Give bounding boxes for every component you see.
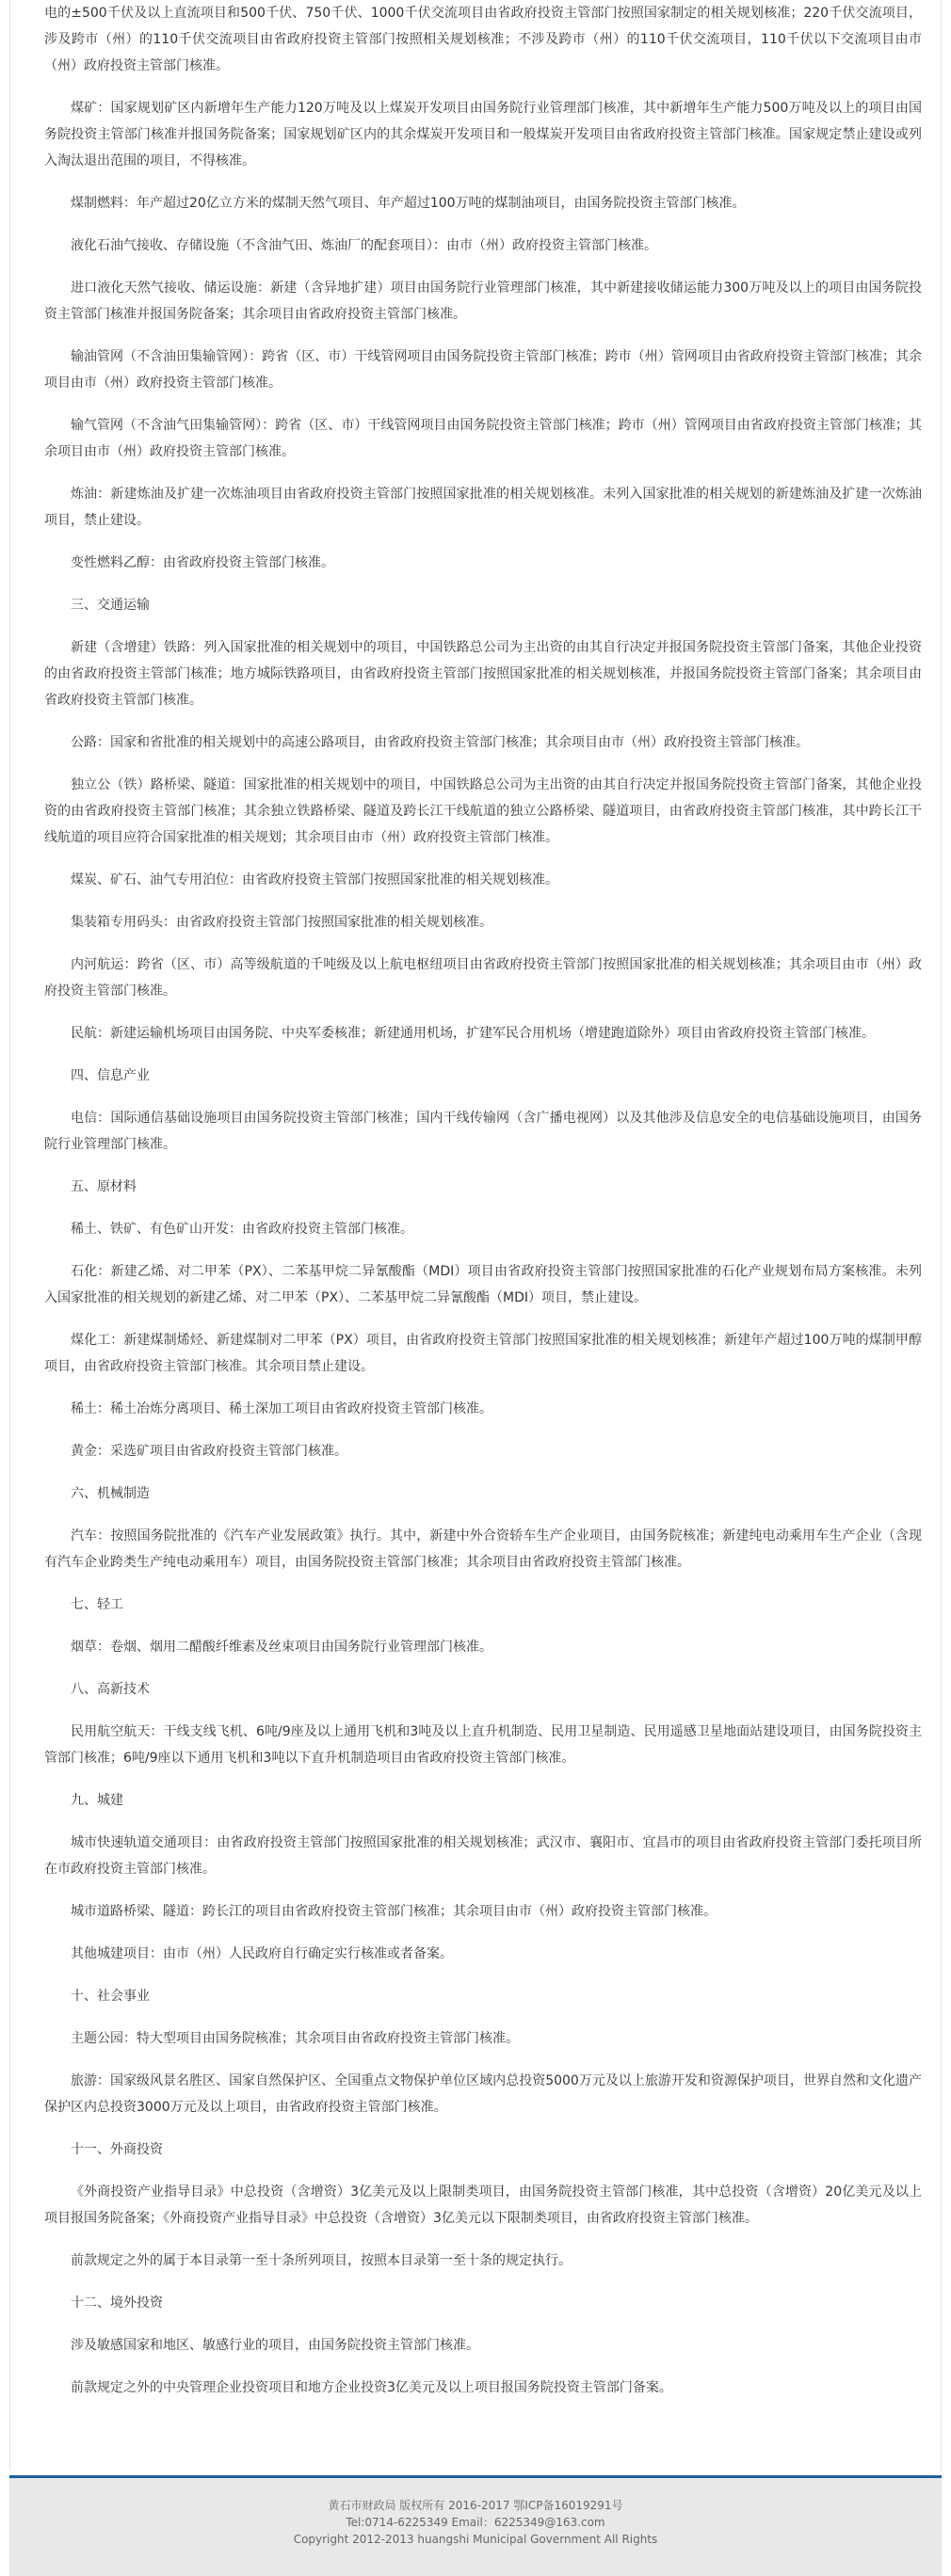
section-heading: 七、轻工	[71, 1597, 123, 1612]
article-paragraph: 主题公园：特大型项目由国务院核准；其余项目由省政府投资主管部门核准。	[71, 2031, 519, 2046]
article-paragraph: 汽车：按照国务院批准的《汽车产业发展政策》执行。其中，新建中外合资轿车生产企业项目，由国务院核准；新建纯电动乘用车生产企业（含现有汽车企业跨类生产纯电动乘用车）项目，由国务院投资主管部门核准；其余项目由省政府投资主管部门核准。	[44, 1528, 922, 1570]
article-paragraph: 城市快速轨道交通项目：由省政府投资主管部门按照国家批准的相关规划核准；武汉市、襄阳市、宜昌市的项目由省政府投资主管部门委托项目所在市政府投资主管部门核准。	[44, 1835, 922, 1877]
section-heading: 四、信息产业	[71, 1068, 150, 1083]
article-paragraph: 炼油：新建炼油及扩建一次炼油项目由省政府投资主管部门按照国家批准的相关规划核准。未列入国家批准的相关规划的新建炼油及扩建一次炼油项目，禁止建设。	[44, 487, 922, 528]
article-paragraph: 旅游：国家级风景名胜区、国家自然保护区、全国重点文物保护单位区域内总投资5000万元及以上旅游开发和资源保护项目，世界自然和文化遗产保护区内总投资3000万元及以上项目，由省政府投资主管部门核准。	[44, 2073, 922, 2115]
section-heading: 十一、外商投资	[71, 2142, 163, 2157]
article-paragraph: 其他城建项目：由市（州）人民政府自行确定实行核准或者备案。	[71, 1946, 453, 1961]
article-paragraph: 烟草：卷烟、烟用二醋酸纤维素及丝束项目由国务院行业管理部门核准。	[71, 1640, 492, 1655]
article-paragraph: 民航：新建运输机场项目由国务院、中央军委核准；新建通用机场，扩建军民合用机场（增建跑道除外）项目由省政府投资主管部门核准。	[71, 1026, 875, 1041]
site-footer	[9, 2475, 942, 2576]
footer-copyright-english: Copyright 2012-2013 huangshi Municipal Government All Rights	[293, 2533, 658, 2546]
section-heading: 五、原材料	[71, 1179, 137, 1194]
article-paragraph: 电的±500千伏及以上直流项目和500千伏、750千伏、1000千伏交流项目由省政府投资主管部门按照国家制定的相关规划核准；220千伏交流项目，涉及跨市（州）的110千伏交流项目由省政府投资主管部门按照相关规划核准；不涉及跨市（州）的110千伏交流项目，110千伏以下交流项目由市（州）政府投资主管部门核准。	[44, 6, 922, 73]
article-paragraph: 稀土：稀土冶炼分离项目、稀土深加工项目由省政府投资主管部门核准。	[71, 1401, 492, 1416]
article-body	[9, 0, 942, 2471]
section-heading: 九、城建	[71, 1793, 123, 1808]
article-paragraph: 公路：国家和省批准的相关规划中的高速公路项目，由省政府投资主管部门核准；其余项目由市（州）政府投资主管部门核准。	[71, 735, 809, 750]
article-paragraph: 煤矿：国家规划矿区内新增年生产能力120万吨及以上煤炭开发项目由国务院行业管理部门核准，其中新增年生产能力500万吨及以上的项目由国务院投资主管部门核准并报国务院备案；国家规划矿区内的其余煤炭开发项目和一般煤炭开发项目由省政府投资主管部门核准。国家规定禁止建设或列入淘汰退出范围的项目，不得核准。	[44, 101, 922, 168]
section-heading: 八、高新技术	[71, 1682, 150, 1697]
article-paragraph: 内河航运：跨省（区、市）高等级航道的千吨级及以上航电枢纽项目由省政府投资主管部门按照国家批准的相关规划核准；其余项目由市（州）政府投资主管部门核准。	[44, 957, 922, 999]
article-paragraph: 前款规定之外的中央管理企业投资项目和地方企业投资3亿美元及以上项目报国务院投资主管部门备案。	[71, 2380, 672, 2395]
section-heading: 十、社会事业	[71, 1989, 150, 2004]
article-paragraph: 稀土、铁矿、有色矿山开发：由省政府投资主管部门核准。	[71, 1222, 413, 1237]
article-paragraph: 变性燃料乙醇：由省政府投资主管部门核准。	[71, 555, 334, 570]
article-paragraph: 电信：国际通信基础设施项目由国务院投资主管部门核准；国内干线传输网（含广播电视网）以及其他涉及信息安全的电信基础设施项目，由国务院行业管理部门核准。	[44, 1111, 922, 1152]
article-paragraph: 集装箱专用码头：由省政府投资主管部门按照国家批准的相关规划核准。	[71, 915, 492, 930]
article-paragraph: 城市道路桥梁、隧道：跨长江的项目由省政府投资主管部门核准；其余项目由市（州）政府投资主管部门核准。	[71, 1904, 717, 1919]
article-paragraph: 煤化工：新建煤制烯烃、新建煤制对二甲苯（PX）项目，由省政府投资主管部门按照国家批准的相关规划核准；新建年产超过100万吨的煤制甲醇项目，由省政府投资主管部门核准。其余项目禁止建设。	[44, 1333, 922, 1374]
article-paragraph: 独立公（铁）路桥梁、隧道：国家批准的相关规划中的项目，中国铁路总公司为主出资的由其自行决定并报国务院投资主管部门备案，其他企业投资的由省政府投资主管部门核准；其余独立铁路桥梁、隧道及跨长江干线航道的独立公路桥梁、隧道项目，由省政府投资主管部门核准，其中跨长江干线航道的项目应符合国家批准的相关规划；其余项目由市（州）政府投资主管部门核准。	[44, 777, 922, 845]
article-paragraph: 前款规定之外的属于本目录第一至十条所列项目，按照本目录第一至十条的规定执行。	[71, 2253, 572, 2268]
article-paragraph: 民用航空航天：干线支线飞机、6吨/9座及以上通用飞机和3吨及以上直升机制造、民用卫星制造、民用遥感卫星地面站建设项目，由国务院投资主管部门核准；6吨/9座以下通用飞机和3吨以下直升机制造项目由省政府投资主管部门核准。	[44, 1724, 922, 1766]
footer-contact-line: Tel:0714-6225349 Email：6225349@163.com	[346, 2516, 605, 2529]
section-heading: 十二、境外投资	[71, 2296, 163, 2311]
article-paragraph: 液化石油气接收、存储设施（不含油气田、炼油厂的配套项目）：由市（州）政府投资主管部门核准。	[71, 238, 657, 253]
article-paragraph: 进口液化天然气接收、储运设施：新建（含异地扩建）项目由国务院行业管理部门核准，其中新建接收储运能力300万吨及以上的项目由国务院投资主管部门核准并报国务院备案；其余项目由省政府投资主管部门核准。	[44, 280, 922, 322]
article-paragraph: 《外商投资产业指导目录》中总投资（含增资）3亿美元及以上限制类项目，由国务院投资主管部门核准，其中总投资（含增资）20亿美元及以上项目报国务院备案；《外商投资产业指导目录》中总投资（含增资）3亿美元以下限制类项目，由省政府投资主管部门核准。	[44, 2184, 922, 2226]
article-paragraph: 输油管网（不含油田集输管网）：跨省（区、市）干线管网项目由国务院投资主管部门核准；跨市（州）管网项目由省政府投资主管部门核准；其余项目由市（州）政府投资主管部门核准。	[44, 349, 922, 391]
article-paragraph: 输气管网（不含油气田集输管网）：跨省（区、市）干线管网项目由国务院投资主管部门核准；跨市（州）管网项目由省政府投资主管部门核准；其余项目由市（州）政府投资主管部门核准。	[44, 418, 922, 459]
footer-copyright-line: 黄石市财政局 版权所有 2016-2017 鄂ICP备16019291号	[328, 2499, 623, 2512]
article-paragraph: 涉及敏感国家和地区、敏感行业的项目，由国务院投资主管部门核准。	[71, 2338, 479, 2353]
article-paragraph: 石化：新建乙烯、对二甲苯（PX）、二苯基甲烷二异氰酸酯（MDI）项目由省政府投资主管部门按照国家批准的石化产业规划布局方案核准。未列入国家批准的相关规划的新建乙烯、对二甲苯（PX）、二苯基甲烷二异氰酸酯（MDI）项目，禁止建设。	[44, 1264, 922, 1305]
article-paragraph: 黄金：采选矿项目由省政府投资主管部门核准。	[71, 1444, 347, 1459]
article-paragraph: 新建（含增建）铁路：列入国家批准的相关规划中的项目，中国铁路总公司为主出资的由其自行决定并报国务院投资主管部门备案，其他企业投资的由省政府投资主管部门核准；地方城际铁路项目，由省政府投资主管部门按照国家批准的相关规划核准，并报国务院投资主管部门备案；其余项目由省政府投资主管部门核准。	[44, 640, 922, 708]
article-paragraph: 煤制燃料：年产超过20亿立方米的煤制天然气项目、年产超过100万吨的煤制油项目，由国务院投资主管部门核准。	[71, 196, 746, 211]
section-heading: 六、机械制造	[71, 1486, 150, 1501]
section-heading: 三、交通运输	[71, 598, 150, 613]
article-paragraph: 煤炭、矿石、油气专用泊位：由省政府投资主管部门按照国家批准的相关规划核准。	[71, 872, 558, 888]
